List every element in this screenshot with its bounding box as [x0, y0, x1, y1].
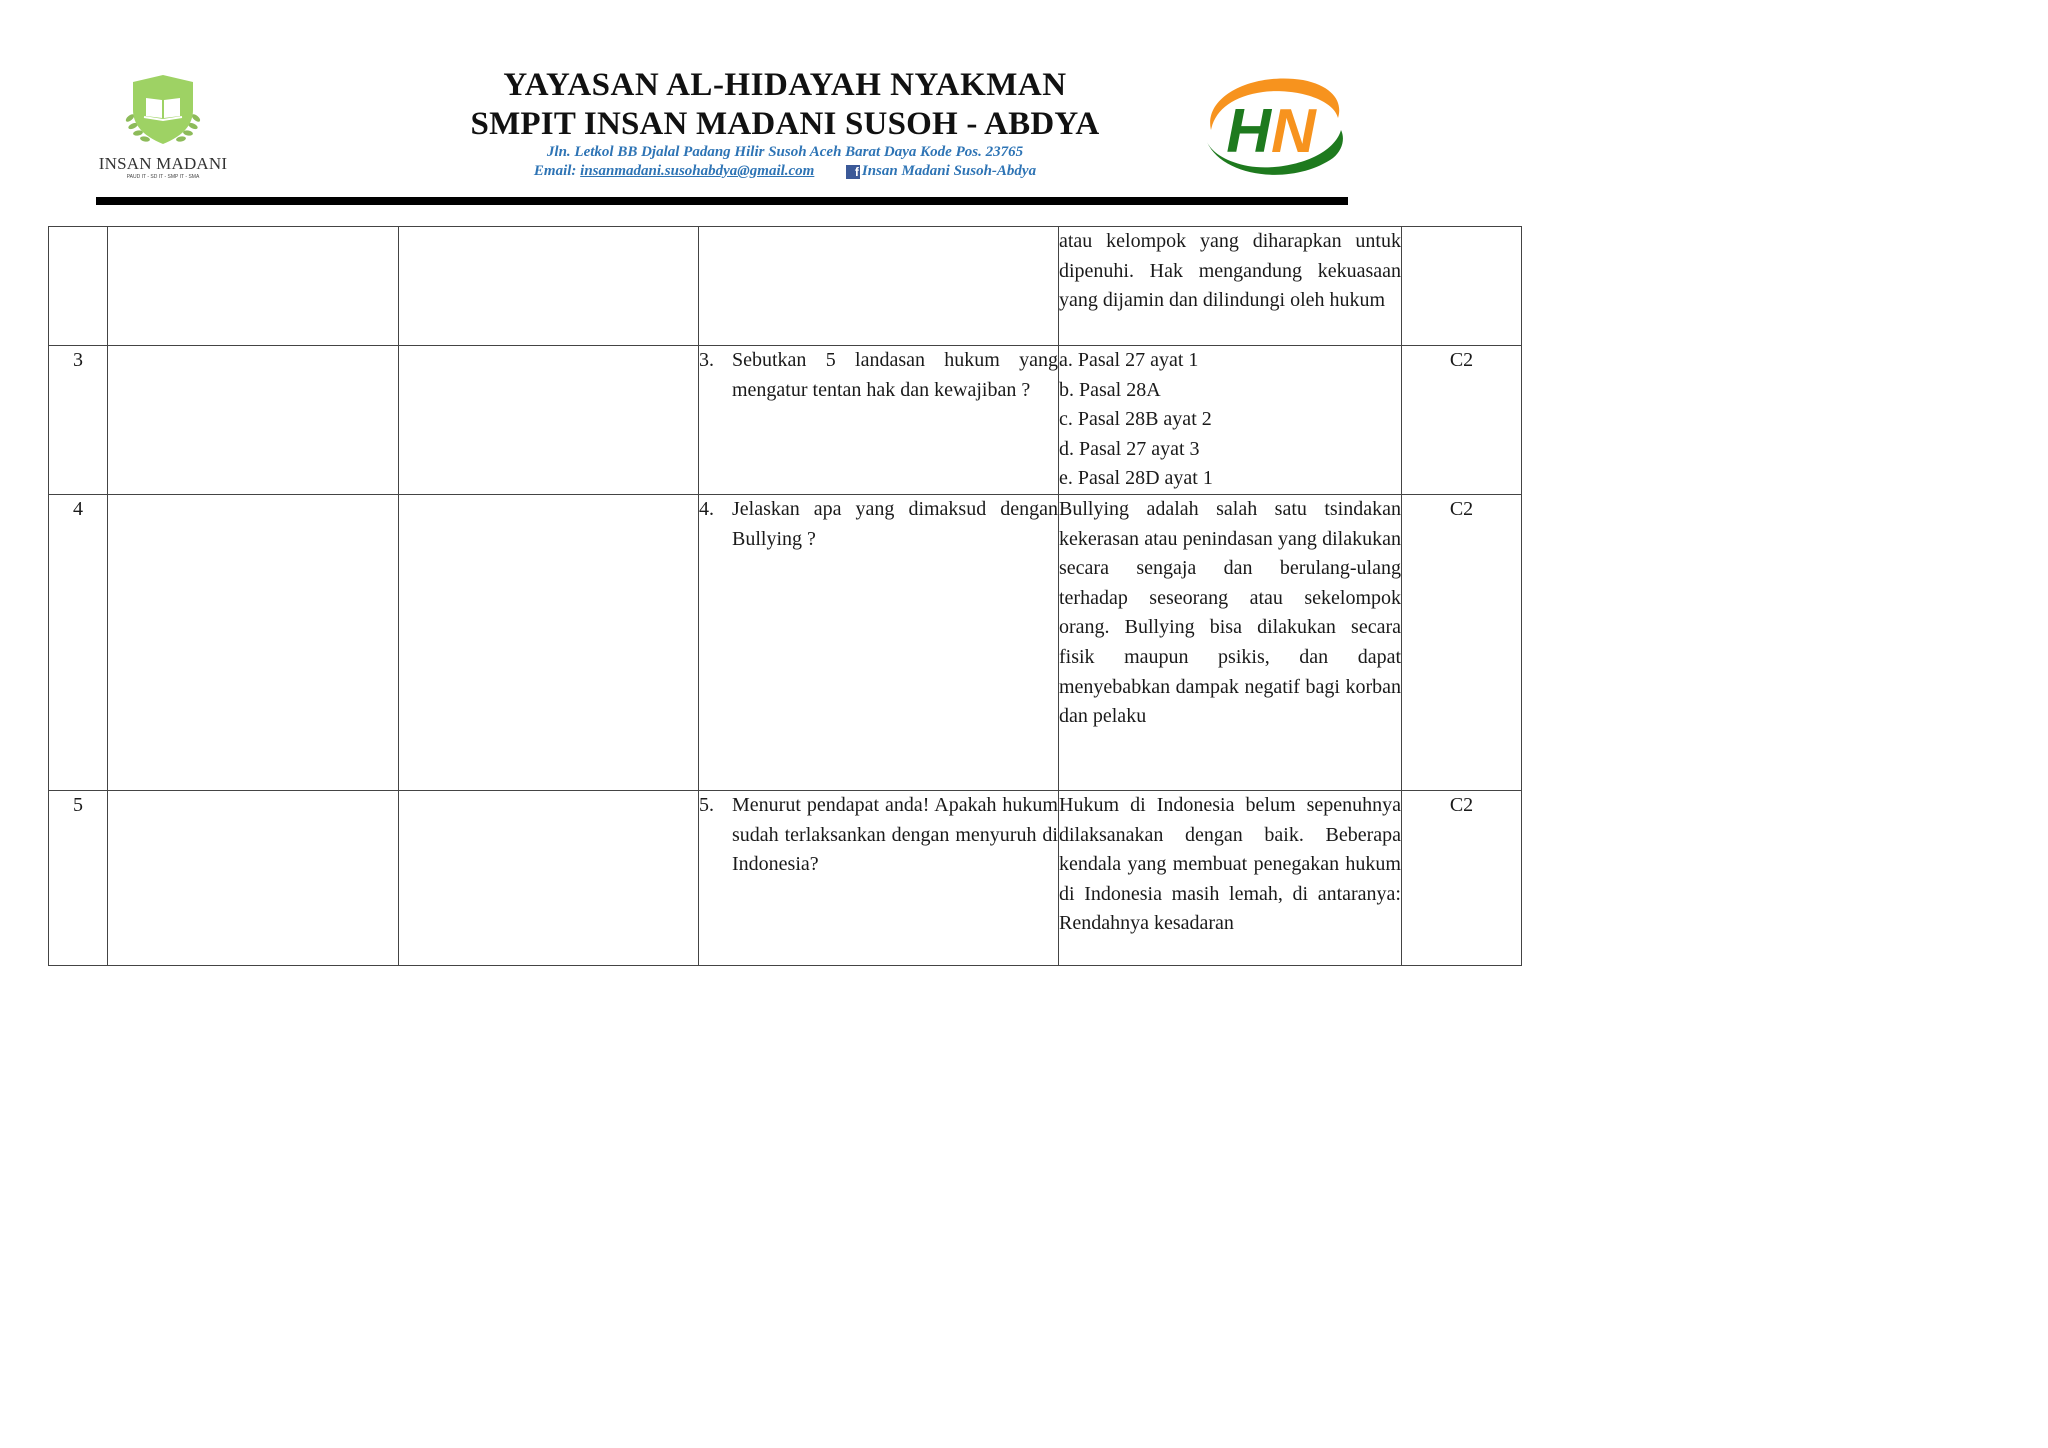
empty-cell	[108, 346, 399, 495]
table-row	[49, 227, 1522, 346]
answer-cell	[1059, 346, 1402, 495]
answer-item: b. Pasal 28A	[1059, 378, 1161, 401]
cognitive-level: C2	[1402, 790, 1522, 965]
empty-cell	[108, 790, 399, 965]
question-text: Menurut pendapat anda! Apakah hukum sudah terlaksankan dengan menyuruh di Indonesia?	[732, 793, 1058, 876]
cognitive-level	[1402, 227, 1522, 346]
empty-cell	[399, 790, 699, 965]
empty-cell	[399, 227, 699, 346]
row-number	[49, 227, 108, 346]
question-cell	[699, 346, 1059, 495]
facebook-page: Insan Madani Susoh-Abdya	[861, 163, 1037, 179]
answer-text: Hukum di Indonesia belum sepenuhnya dilaksanakan dengan baik. Beberapa kendala yang membuat penegakan hukum di Indonesia masih lemah, di antaranya: Rendahnya kesadaran	[1059, 793, 1401, 935]
question-text: Jelaskan apa yang dimaksud dengan Bullying ?	[732, 497, 1058, 550]
empty-cell	[399, 346, 699, 495]
foundation-title: YAYASAN AL-HIDAYAH NYAKMAN	[503, 67, 1067, 103]
table-row	[49, 346, 1522, 495]
question-number: 3.	[699, 349, 714, 371]
question-number: 5.	[699, 793, 714, 816]
cognitive-level: C2	[1402, 346, 1522, 495]
cognitive-level: C2	[1402, 494, 1522, 790]
email-label: Email:	[533, 163, 577, 179]
hn-logo-icon	[1193, 68, 1348, 188]
answer-cell	[1059, 790, 1402, 965]
answer-cell	[1059, 227, 1402, 346]
school-title: SMPIT INSAN MADANI SUSOH - ABDYA	[470, 106, 1100, 142]
question-cell	[699, 227, 1059, 346]
row-number: 5	[49, 790, 108, 965]
answer-item: e. Pasal 28D ayat 1	[1059, 467, 1213, 490]
empty-cell	[108, 494, 399, 790]
open-book-shield-icon	[108, 72, 218, 154]
hn-letter-h: HN	[1226, 97, 1316, 166]
row-number: 3	[49, 346, 108, 495]
empty-cell	[108, 227, 399, 346]
brand-name: INSAN MADANI	[98, 154, 228, 173]
insan-madani-logo	[98, 72, 228, 184]
question-cell	[699, 494, 1059, 790]
row-number: 4	[49, 494, 108, 790]
answer-item: d. Pasal 27 ayat 3	[1059, 437, 1200, 460]
question-number: 4.	[699, 497, 714, 520]
answer-item: a. Pasal 27 ayat 1	[1059, 349, 1199, 371]
question-text: Sebutkan 5 landasan hukum yang mengatur tentan hak dan kewajiban ?	[732, 349, 1058, 401]
brand-subtitle: PAUD IT - SD IT - SMP IT - SMA	[126, 174, 200, 180]
school-address: Jln. Letkol BB Djalal Padang Hilir Susoh Aceh Barat Daya Kode Pos. 23765	[546, 144, 1024, 160]
hn-logo	[1193, 68, 1348, 188]
answer-text: atau kelompok yang diharapkan untuk dipenuhi. Hak mengandung kekuasaan yang dijamin dan dilindungi oleh hukum	[1059, 230, 1401, 312]
table-row	[49, 494, 1522, 790]
email-link[interactable]: insanmadani.susohabdya@gmail.com	[580, 163, 815, 179]
table-row	[49, 790, 1522, 965]
question-table	[48, 226, 1522, 966]
question-cell	[699, 790, 1059, 965]
header-divider	[96, 197, 1348, 205]
contact-line	[400, 163, 1170, 180]
answer-item: c. Pasal 28B ayat 2	[1059, 408, 1212, 431]
answer-cell	[1059, 494, 1402, 790]
facebook-icon: f	[846, 165, 860, 179]
empty-cell	[399, 494, 699, 790]
answer-text: Bullying adalah salah satu tsindakan kekerasan atau penindasan yang dilakukan secara sengaja dan berulang-ulang terhadap seseorang atau sekelompok orang. Bullying bisa dilakukan secara fisik maupun psikis, dan dapat menyebabkan dampak negatif bagi korban dan pelaku	[1059, 497, 1401, 728]
